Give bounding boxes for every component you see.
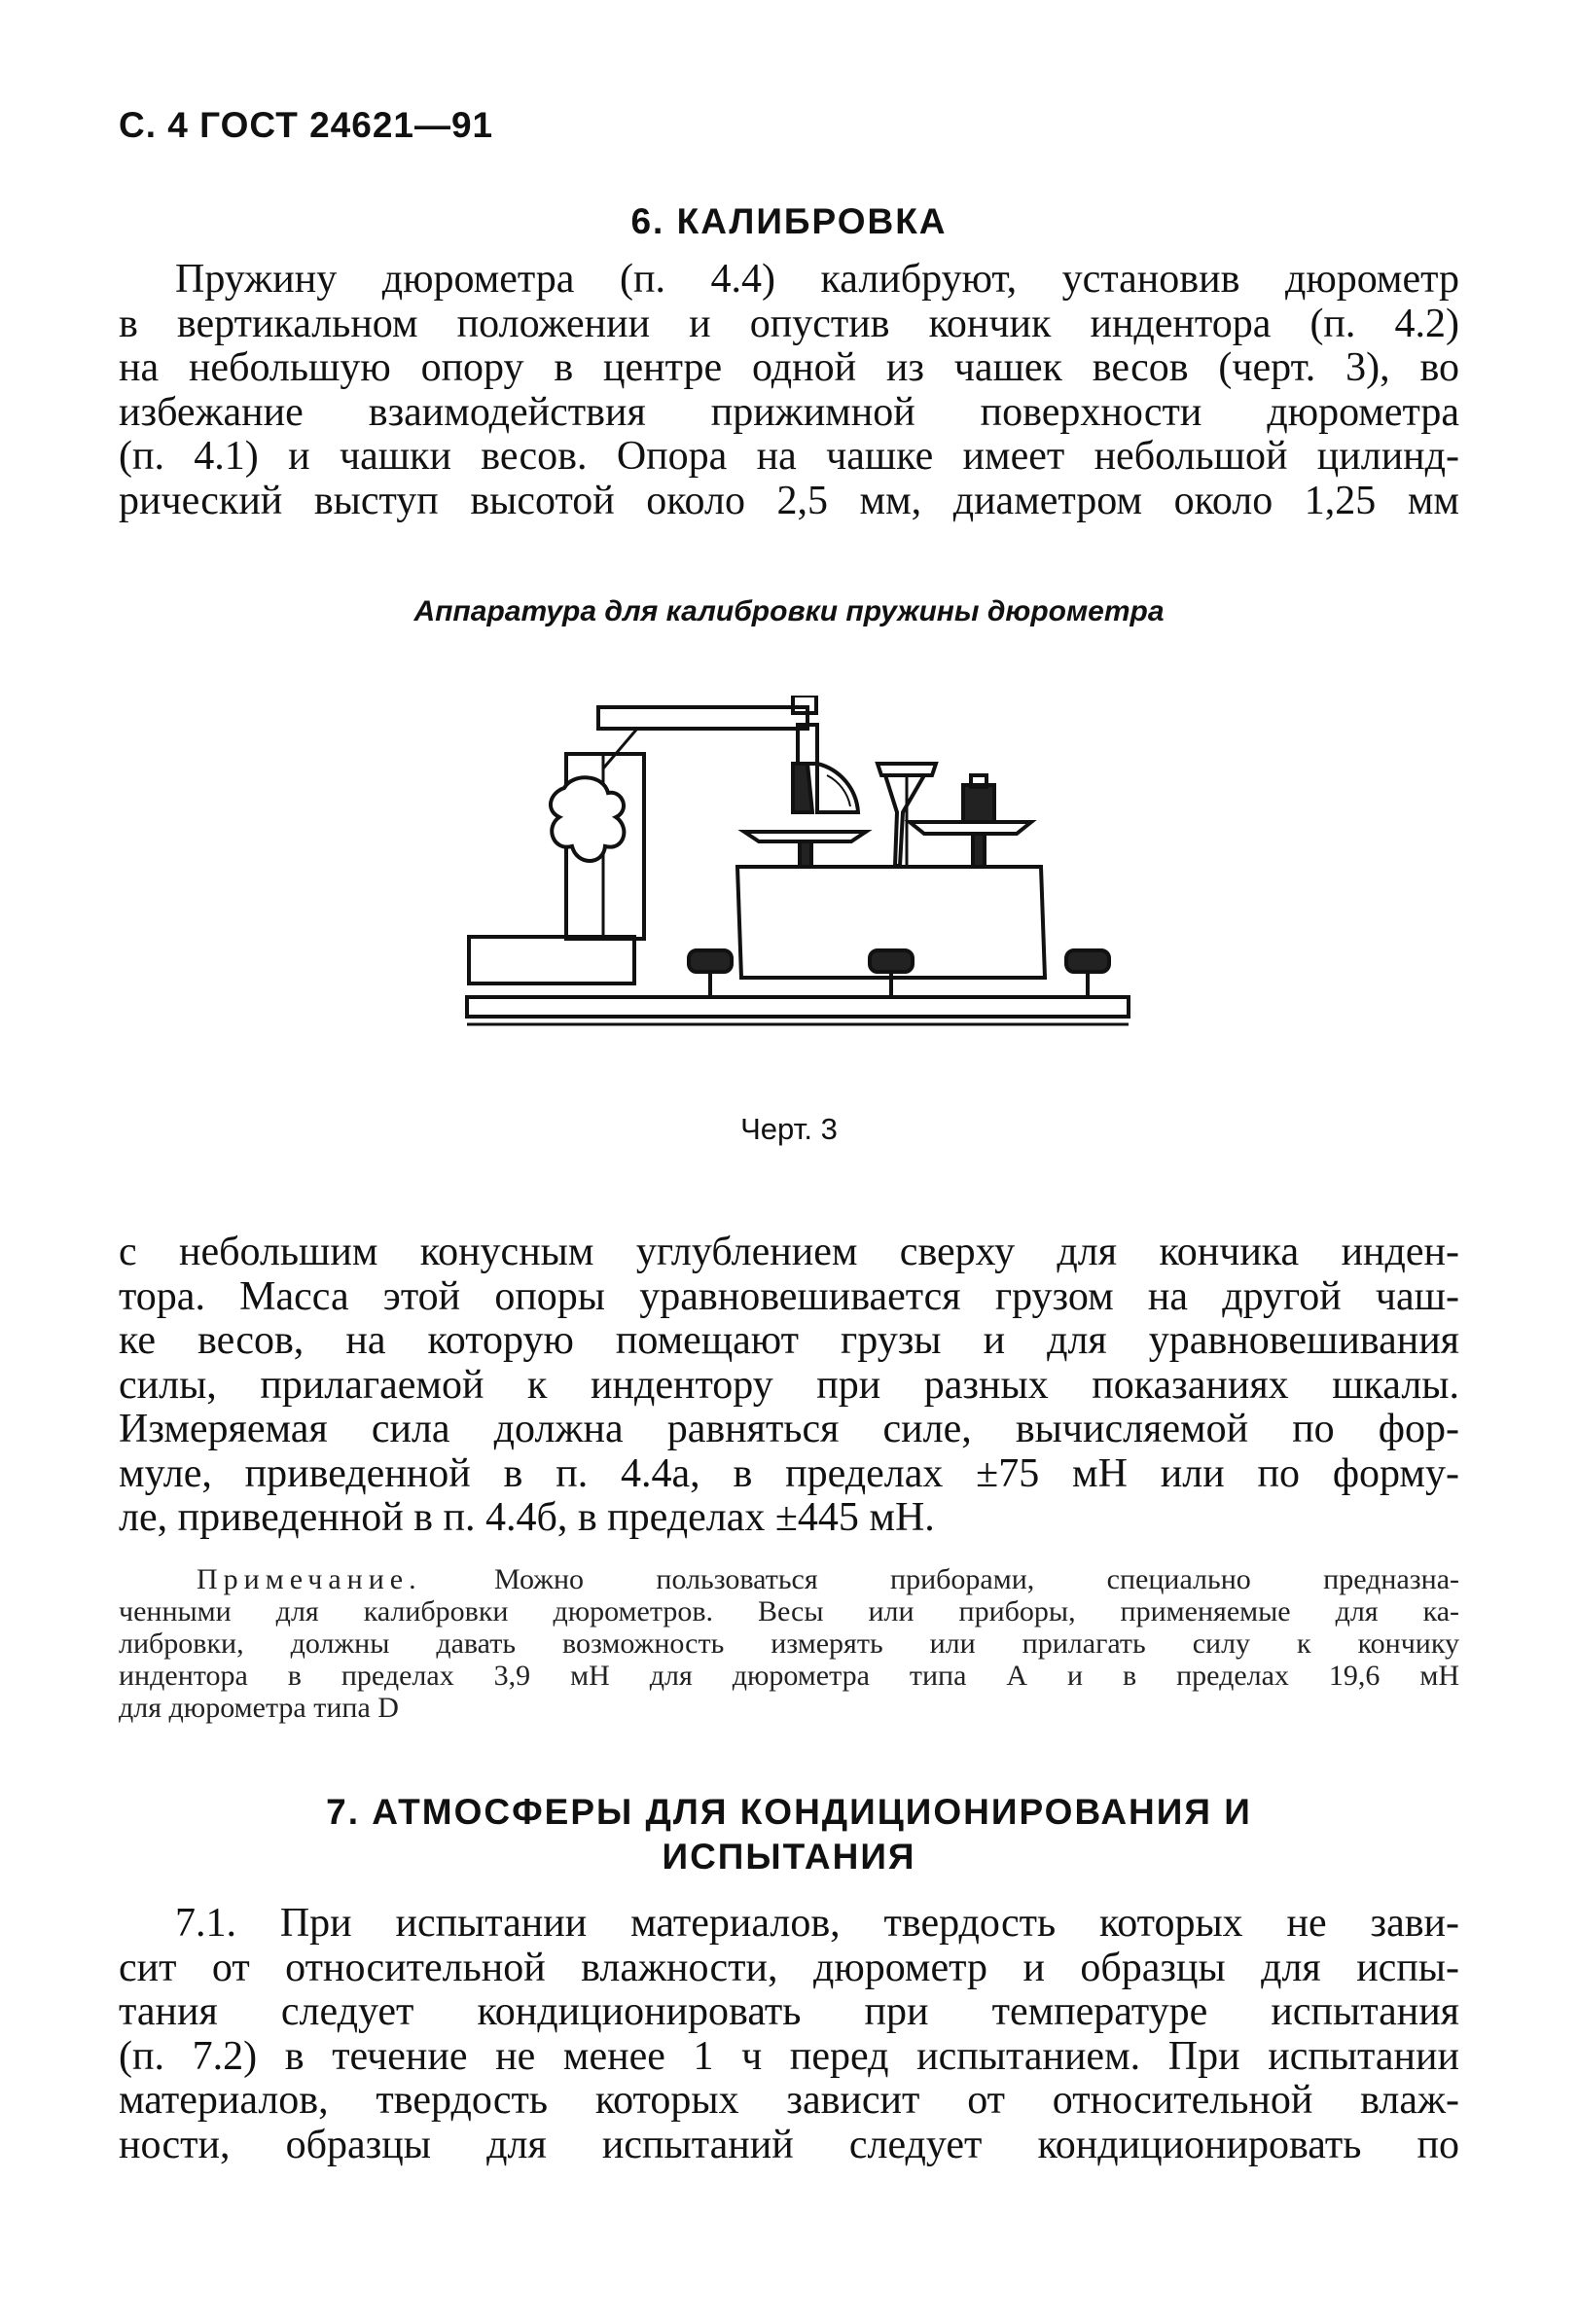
left-block: [469, 937, 634, 983]
note-line: индентора в пределах 3,9 мН для дюрометра типа А и в пределах 19,6 мН: [119, 1660, 1459, 1692]
text-line: на небольшую опору в центре одной из чашек весов (черт. 3), во: [119, 345, 1459, 390]
durometer-dial: [817, 764, 858, 812]
note-line: ченными для калибровки дюрометров. Весы или приборы, применяемые для ка-: [119, 1595, 1459, 1627]
note-label: Примечание.: [197, 1563, 422, 1595]
section-6-paragraph-1: [119, 258, 1459, 523]
note-line: [119, 1563, 1459, 1595]
star-knob: [551, 777, 624, 861]
text-line: материалов, твердость которых зависит от относительной влаж-: [119, 2078, 1459, 2123]
text-line: сит от относительной влажности, дюрометр и образцы для испы-: [119, 1945, 1459, 1990]
note: [119, 1563, 1459, 1724]
text-line: 7.1. При испытании материалов, твердость которых не зави-: [175, 1901, 1459, 1946]
foot-right: [1066, 950, 1109, 972]
text-line: избежание взаимодействия прижимной поверхности дюрометра: [119, 389, 1459, 435]
text-line: ке весов, на которую помещают грузы и для уравновешивания: [119, 1318, 1459, 1363]
text-line: тания следует кондиционировать при температуре испытания: [119, 1989, 1459, 2034]
text-line: муле, приведенной в п. 4.4а, в пределах ±75 мН или по форму-: [119, 1450, 1459, 1496]
section-7-title: [0, 1790, 1578, 1879]
arm: [598, 707, 807, 729]
text-line: силы, прилагаемой к индентору при разных показаниях шкалы.: [119, 1362, 1459, 1408]
text-line: Пружину дюрометра (п. 4.4) калибруют, установив дюрометр: [175, 257, 1459, 302]
text-line: ности, образцы для испытаний следует кондиционировать по: [119, 2122, 1459, 2167]
durometer-body: [793, 764, 812, 812]
foot-middle: [870, 950, 913, 972]
text-line: тора. Масса этой опоры уравновешивается грузом на другой чаш-: [119, 1273, 1459, 1319]
section-6-title: 6. КАЛИБРОВКА: [630, 201, 948, 241]
text-line: (п. 4.1) и чашки весов. Опора на чашке имеет небольшой цилинд-: [119, 434, 1459, 479]
page-header: С. 4 ГОСТ 24621—91: [119, 105, 494, 145]
text-line: Измеряемая сила должна равняться силе, вычисляемой по фор-: [119, 1407, 1459, 1451]
note-line: для дюрометра типа D: [119, 1692, 399, 1724]
section-7-title-line-2: ИСПЫТАНИЯ: [662, 1837, 916, 1877]
right-pan: [910, 822, 1031, 834]
text-line: в вертикальном положении и опустив кончик индентора (п. 4.2): [119, 301, 1459, 346]
scale-pointer: [878, 764, 936, 775]
figure-label: Черт. 3: [740, 1112, 838, 1146]
section-7-paragraph-1: [119, 1902, 1459, 2167]
foot-left: [689, 950, 732, 972]
text-line: (п. 7.2) в течение не менее 1 ч перед испытанием. При испытании: [119, 2033, 1459, 2079]
durometer-calibration-apparatus-drawing: [457, 696, 1138, 1065]
note-line: либровки, должны давать возможность измерять или прилагать силу к кончику: [119, 1627, 1459, 1660]
base-plate: [467, 997, 1129, 1017]
weight: [963, 785, 994, 822]
text-line: с небольшим конусным углублением сверху для кончика инден-: [119, 1230, 1459, 1274]
figure-caption: Аппаратура для калибровки пружины дюрометра: [413, 595, 1165, 627]
section-6-paragraph-2: [119, 1231, 1459, 1541]
text-line: рический выступ высотой около 2,5 мм, диаметром около 1,25 мм: [119, 478, 1459, 523]
text-line: ле, приведенной в п. 4.4б, в пределах ±445 мН.: [119, 1495, 935, 1540]
section-7-title-line-1: 7. АТМОСФЕРЫ ДЛЯ КОНДИЦИОНИРОВАНИЯ И: [326, 1792, 1252, 1832]
note-text: Можно пользоваться приборами, специально предназна-: [494, 1563, 1459, 1595]
